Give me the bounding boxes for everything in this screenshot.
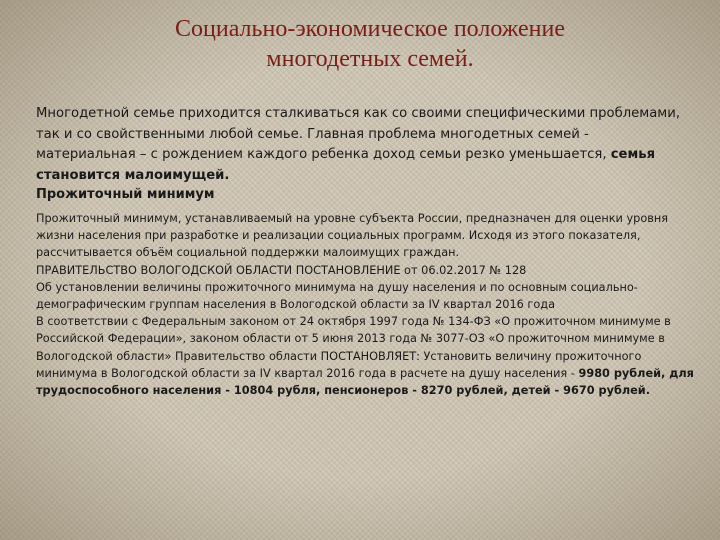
intro-paragraph bbox=[36, 104, 686, 186]
intro-emphasis: семья становится малоимущей. bbox=[36, 147, 656, 183]
section-heading: Прожиточный минимум bbox=[36, 187, 215, 202]
title-line-2: многодетных семей. bbox=[266, 46, 474, 72]
decree-text bbox=[36, 313, 696, 399]
intro-text: Многодетной семье приходится сталкиваться как со своими специфическими проблемами, так и со свойственными любой семье. Главная проблема многодетных семей - материальная – с рождением каждого ребенка доход семьи резко уменьшается, bbox=[36, 106, 681, 162]
body-text bbox=[36, 210, 696, 399]
decree-text-plain: В соответствии с Федеральным законом от 24 октября 1997 года № 134-ФЗ «О прожиточном минимуме в Российской Федерации», законом области от 5 июня 2013 года № 3077-ОЗ «О прожиточном минимуме в Вологодской области» Правительство области ПОСТАНОВЛЯЕТ: Установить величину прожиточного минимума в Вологодской области за IV квартал 2016 года в расчете на душу населения - bbox=[36, 315, 671, 380]
title-line-1: Социально-экономическое положение bbox=[175, 16, 565, 42]
slide-title bbox=[110, 14, 630, 74]
decree-subject: Об установлении величины прожиточного минимума на душу населения и по основным социально-демографическим группам населения в Вологодской области за IV квартал 2016 года bbox=[36, 280, 638, 312]
decree-title: ПРАВИТЕЛЬСТВО ВОЛОГОДСКОЙ ОБЛАСТИ ПОСТАНОВЛЕНИЕ от 06.02.2017 № 128 bbox=[36, 263, 527, 277]
decree-amounts: 9980 рублей, для трудоспособного населения - 10804 рубля, пенсионеров - 8270 рублей, детей - 9670 рублей. bbox=[36, 366, 694, 398]
definition-paragraph: Прожиточный минимум, устанавливаемый на уровне субъекта России, предназначен для оценки уровня жизни населения при разработке и реализации социальных программ. Исходя из этого показателя, рассчитывается объём социальной поддержки малоимущих граждан. bbox=[36, 212, 669, 260]
